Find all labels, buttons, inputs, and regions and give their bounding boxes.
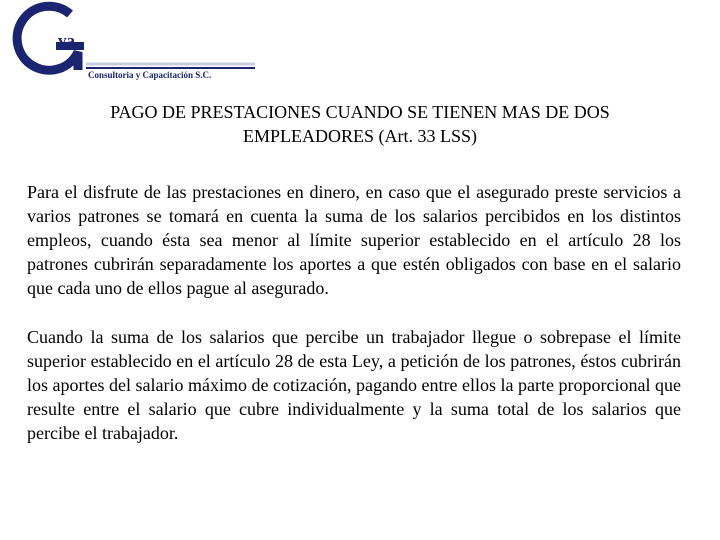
paragraph-2: Cuando la suma de los salarios que percibe un trabajador llegue o sobrepase el límite superior establecido en el artículo 28 de esta Ley, a petición de los patrones, éstos cubrirán los aportes del salario máximo de cotización, pagando entre ellos la parte proporcional que resulte entre el salario que cubre individualmente y la suma total de los salarios que percibe el trabajador. xyxy=(27,327,681,443)
page-title xyxy=(60,100,660,148)
logo-tagline: Consultoria y Capacitación S.C. xyxy=(88,70,212,80)
title-line-1: PAGO DE PRESTACIONES CUANDO SE TIENEN MAS DE DOS xyxy=(110,102,610,122)
company-logo xyxy=(0,0,270,90)
title-line-2: EMPLEADORES (Art. 33 LSS) xyxy=(242,126,477,146)
logo-va-text: va xyxy=(58,31,75,50)
paragraph-1: Para el disfrute de las prestaciones en dinero, en caso que el asegurado preste servicios a varios patrones se tomará en cuenta la suma de los salarios percibidos en los distintos empleos, cuando ésta sea menor al límite superior establecido en el artículo 28 los patrones cubrirán separadamente los aportes a que estén obligados con base en el salario que cada uno de ellos pague al asegurado. xyxy=(27,182,681,298)
logo-graphic xyxy=(0,0,270,90)
